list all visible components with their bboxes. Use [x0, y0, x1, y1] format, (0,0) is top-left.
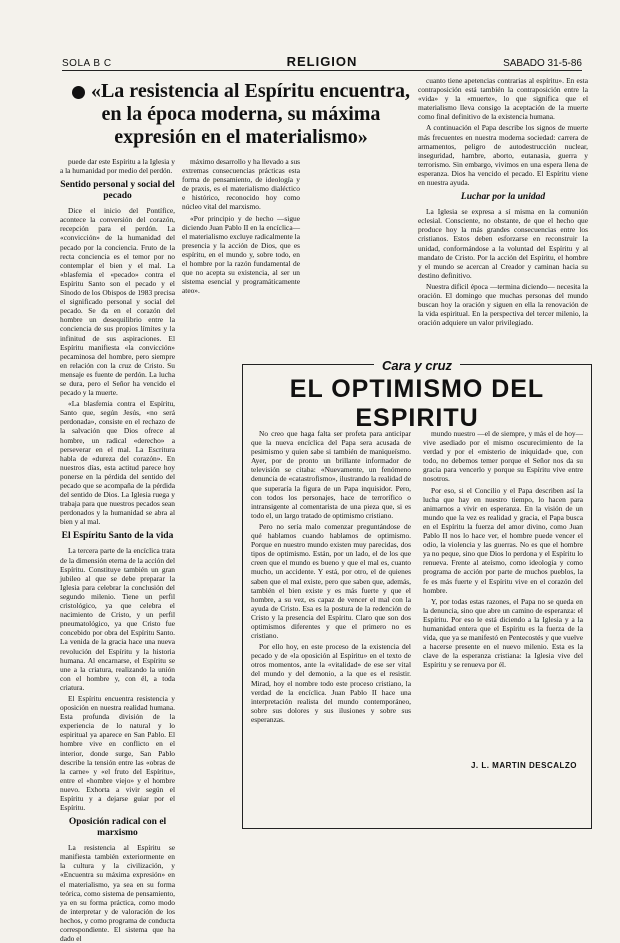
paragraph: cuanto tiene apetencias contrarias al espíritu». En esta contraposición está también la contraposición entre la «vida» y la «muerte», lo que significa que el materialismo lleva consigo la aceptación de la muerte como final definitivo de la existencia humana. — [418, 76, 588, 122]
issue-date: SABADO 31-5-86 — [503, 58, 582, 69]
paragraph: Pero no sería malo comenzar preguntándose de qué hablamos cuando hablamos de optimismo. Porque en nuestro mundo existen muy parecidas, dos tipos de optimismo. Están, por un lado, el de los que creen que el mundo es bueno y que el mal es, cuanto mucho, un accidente. Y está, por otro, el de quienes saben que el mal existe, pero que saben que, además, también el bien existe y es más fuerte y que el hombre, a su vez, es capaz de vencer el mal con la ayuda de Cristo. Esa es la postura de la redención de Cristo y la presencia del Espíritu. Claro que son dos optimismos diferentes y que el primero no es cristiano. — [251, 521, 411, 641]
paragraph: Dice el inicio del Pontífice, acontece la conversión del corazón, recepción para el perdón. La «convicción» de la humanidad del pecado por la conciencia. Fruto de la recta conciencia es el temor por no contemplar el bien y el mal. La «blasfemia el «pecado» contra el Espíritu Santo son el pecado y el Sínodo de los Obispos de 1983 precisa el significado personal y social del pecado. Se da en el corazón del hombre un desequilibrio entre la conciencia de sus propios límites y la infinitud de sus aspiraciones. El Espíritu manifiesta «la convicción» pecaminosa del hombre, pero siempre en relación con la cruz de Cristo. Su mensaje es fuente de perdón. La lucha se dura, pero el Señor ha vencido el pecado y la muerte. — [60, 206, 175, 398]
paragraph: «La blasfemia contra el Espíritu, Santo que, según Jesús, «no será perdonada», consiste en el rechazo de la salvación que Dios ofrece al hombre, un radical «derecho» a perseverar en el mal. La Escritura habla de «dureza del corazón». En nuestros días, esta actitud parece hoy ponerse en la pérdida del sentido del pecado que se acompaña de la pérdida del sentido de Dios. La Iglesia ruega y trabaja para que nuestros pecados sean perdonados y la humanidad se abra al bien y al mal. — [60, 399, 175, 527]
publication-name: SOLA B C — [62, 58, 112, 69]
paragraph: Por eso, si el Concilio y el Papa describen así la lucha que hay en nuestro tiempo, lo hacen para animarnos a vivir en esperanza. En la visión de un mundo que la vez es realidad y gracia, el Papa busca en el Espíritu la fuerza del amor divino, como Juan Pablo II nos lo hace ver, el hombre puede vencer el odio, la violencia y las guerras. No es que el hombre ya no peque, sino que Dios lo perdona y el Espíritu lo renueva. Frente al ateísmo, como ideología y como programa de acción por parte de muchos pueblos, la fe es más fuerte y el Espíritu vive en el corazón del hombre. — [423, 485, 583, 595]
page-header — [62, 56, 582, 71]
box-column-1 — [251, 429, 411, 822]
article-column-3 — [418, 76, 588, 366]
paragraph: Por ello hoy, en este proceso de la existencia del pecado y de «la oposición al Espíritu» en el texto de otros momentos, ante la «vitalidad» de ese ser vital del mundo y del demonio, a la que es el resistir. Mirad, hoy el nombre todo este proceso cristiano, la verdad de la encíclica. Juan Pablo II hace una interpretación realista del mundo contemporáneo, sobre sus dolores y sus ilusiones y sobre sus esperanzas. — [251, 642, 411, 724]
paragraph: Nuestra difícil época —termina diciendo— necesita la oración. El domingo que muchas personas del mundo buscan hoy la oración y siguen en ella la renovación de la vida espiritual. En la perspectiva del tercer milenio, la oración adquiere un valor privilegiado. — [418, 281, 588, 328]
article-column-1 — [60, 157, 175, 943]
section-title: RELIGION — [286, 54, 358, 69]
paragraph: El Espíritu encuentra resistencia y oposición en nuestra realidad humana. Esta profunda división de la experiencia de lo natural y lo espiritual ya aparece en San Pablo. El hombre vive en conflicto en el interior, donde surge, San Pablo describe la tensión entre las «obras de la carne» y «el fruto del Espíritu», entre el «hombre viejo» y el hombre nuevo. Exhorta a vivir según el Espíritu y a dejarse guiar por el Espíritu. — [60, 693, 175, 813]
headline-text: «La resistencia al Espíritu encuentra, en la época moderna, su máxima expresión en el materialismo» — [90, 80, 411, 148]
paragraph: A continuación el Papa describe los signos de muerte más frecuentes en nuestra moderna sociedad: carrera de armamentos, peligro de autodestrucción nuclear, inseguridad, hambre, aborto, eutanasia, guerra y terrorismo. Sin embargo, vivimos en una espera llena de esperanza. Dios ha vencido el pecado. El Espíritu viene en nuestra ayuda. — [418, 123, 588, 188]
box-title: EL OPTIMISMO DEL ESPIRITU — [289, 375, 545, 432]
paragraph: puede dar este Espíritu a la Iglesia y a la humanidad por medio del perdón. — [60, 157, 175, 176]
article-column-2 — [182, 157, 300, 367]
subheading: El Espíritu Santo de la vida — [61, 531, 174, 542]
box-column-2 — [423, 429, 583, 759]
subheading: Sentido personal y social del pecado — [60, 180, 175, 202]
author-signature: J. L. MARTIN DESCALZO — [470, 761, 577, 770]
paragraph: mundo nuestro —el de siempre, y más el de hoy— vive asediado por el mismo oscurecimiento de la verdad y por el «misterio de iniquidad» que, con todo, no debemos temer porque el Señor nos da su gracia para vencerlo y porque su Espíritu vive entre nosotros. — [423, 429, 583, 484]
paragraph: La tercera parte de la encíclica trata de la dimensión eterna de la acción del Espíritu. Constituye también un gran jubileo al que se debe preparar la Iglesia para celebrar la conclusión del segundo milenio. Tiene un perfil cristológico, ya que celebra el nacimiento de Cristo, y un perfil pneumatológico, ya que Cristo fue concebido por obra del Espíritu Santo. La venida de la gracia hace una nueva revolución del Espíritu y la historia humana. Al encarnarse, el Espíritu se une a la criatura, realizando la unión con el hombre y, con él, a toda criatura. — [60, 546, 175, 692]
box-kicker — [243, 357, 591, 375]
subheading: Luchar por la unidad — [460, 192, 546, 203]
opinion-box — [242, 358, 592, 829]
paragraph: Y, por todas estas razones, el Papa no se queda en la denuncia, sino que abre un camino de esperanza: el Espíritu. Por eso le está diciendo a la Iglesia y a la humanidad entera que el Espíritu es la fuerza de la vida, que ya se manifestó en Pentecostés y que vuelve a hacerse presente en el nuevo milenio. Esta es la clave de la esperanza cristiana: la Iglesia vive del Espíritu y se renueva por él. — [423, 596, 583, 670]
main-headline — [66, 80, 416, 149]
bullet-icon — [72, 86, 85, 99]
paragraph: «Por principio y de hecho —sigue diciendo Juan Pablo II en la encíclica— el materialismo excluye radicalmente la presencia y la acción de Dios, que es espíritu, en el mundo y, sobre todo, en el hombre por la razón fundamental de que no acepta su existencia, al ser un sistema esencial y programáticamente ateo». — [182, 213, 300, 296]
paragraph: máximo desarrollo y ha llevado a sus extremas consecuencias prácticas esta forma de pensamiento, de ideología y de praxis, es el materialismo dialéctico e histórico, reconocido hoy como núcleo vital del marxismo. — [182, 157, 301, 212]
kicker-text: Cara y cruz — [374, 358, 460, 373]
paragraph: No creo que haga falta ser profeta para anticipar que la nueva encíclica del Papa sera acusada de pesimismo y quien sabe si también de maniqueísmo. Ayer, por de pronto un brillante informador de televisión se citaba: «Nuevamente, un fenómeno denuncia de «catastrofismo», ilustrando la realidad de que superaría la figura de un Papa inquisidor. Pero, con todos los personajes, hace de terrorífico o intransigente al comentarista de una pieza que, si es todo el, un largo tratado de optimismo cristiano. — [251, 429, 411, 520]
paragraph: La resistencia al Espíritu se manifiesta también exteriormente en la cultura y la civilización, y «Encuentra su máxima expresión» en el materialismo, ya sea en su forma teórica, como sistema de pensamiento, ya en su forma práctica, como modo de interpretar y de valoración de los hechos, y como programa de conducta correspondiente. El sistema que ha dado el — [60, 843, 175, 943]
subheading: Oposición radical con el marxismo — [68, 817, 167, 839]
paragraph: La Iglesia se expresa a sí misma en la comunión eclesial. Consciente, no obstante, de que el hecho que produce hoy la más grandes consecuencias entre los cristianos. Estos deben esforzarse en reconstruir la unidad, conformándose a la voluntad del Espíritu y al mandato de Cristo. Por la acción del Espíritu, el hombre y el mundo se acercan al Creador y caminan hacia su destino definitivo. — [418, 207, 588, 280]
